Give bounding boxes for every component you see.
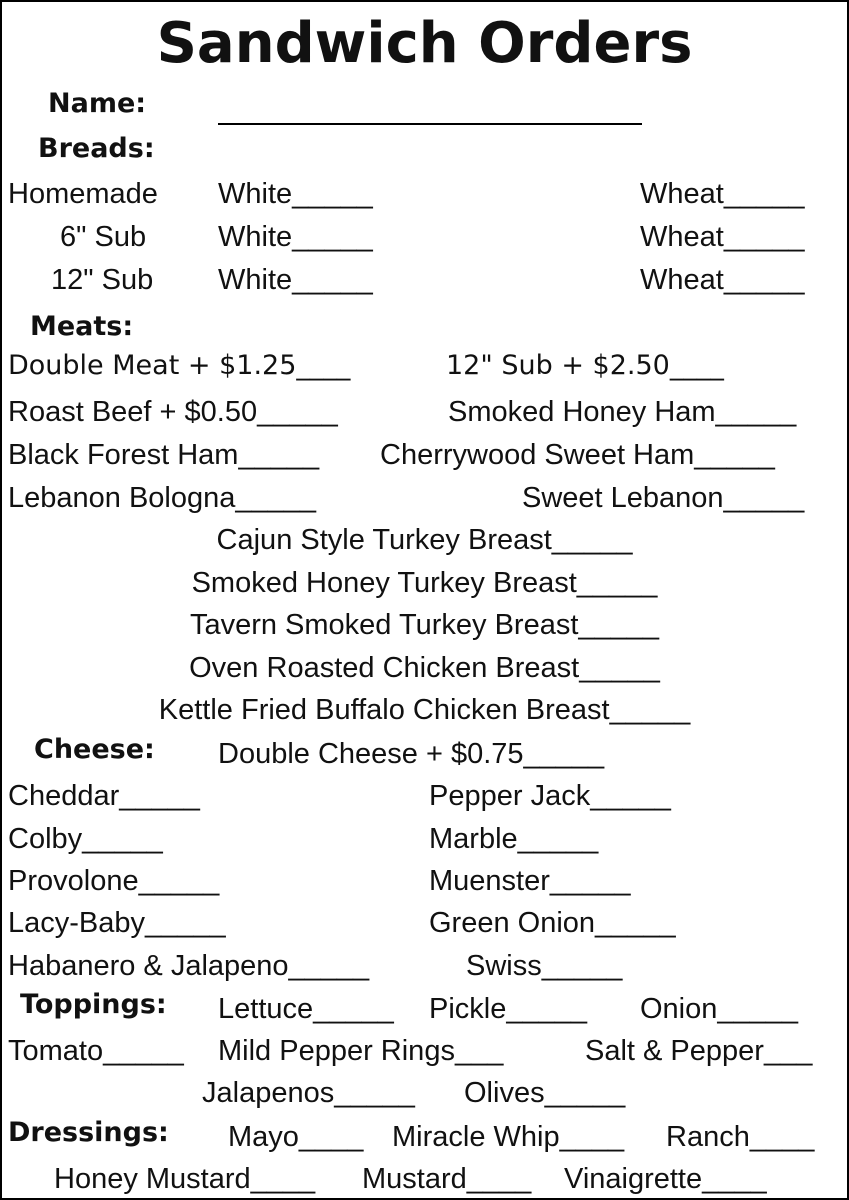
dressing-miracle-whip[interactable]: Miracle Whip____ — [392, 1121, 625, 1153]
sub-12-upgrade-option[interactable]: 12" Sub + $2.50____ — [446, 350, 724, 381]
dressings-heading: Dressings: — [8, 1117, 169, 1148]
meats-heading: Meats: — [30, 311, 134, 342]
topping-pickle[interactable]: Pickle_____ — [429, 993, 587, 1025]
dressing-ranch[interactable]: Ranch____ — [666, 1121, 815, 1153]
topping-onion[interactable]: Onion_____ — [640, 993, 799, 1025]
meat-buffalo-chicken[interactable]: Kettle Fried Buffalo Chicken Breast_____ — [158, 694, 691, 726]
cheese-pepper-jack[interactable]: Pepper Jack_____ — [429, 780, 671, 812]
bread-6-sub-wheat[interactable]: Wheat_____ — [640, 221, 805, 253]
meat-smoked-honey-turkey[interactable]: Smoked Honey Turkey Breast_____ — [191, 567, 658, 599]
dressing-mustard[interactable]: Mustard____ — [362, 1163, 532, 1195]
dressing-honey-mustard[interactable]: Honey Mustard____ — [54, 1163, 316, 1195]
bread-homemade-wheat[interactable]: Wheat_____ — [640, 178, 805, 210]
bread-12-sub-wheat[interactable]: Wheat_____ — [640, 264, 805, 296]
cheese-habanero-jalapeno[interactable]: Habanero & Jalapeno_____ — [8, 950, 370, 982]
cheese-provolone[interactable]: Provolone_____ — [8, 865, 220, 897]
topping-lettuce[interactable]: Lettuce_____ — [218, 993, 394, 1025]
topping-olives[interactable]: Olives_____ — [464, 1077, 626, 1109]
topping-salt-pepper[interactable]: Salt & Pepper___ — [585, 1035, 813, 1067]
breads-heading: Breads: — [38, 133, 155, 164]
name-label: Name: — [48, 88, 147, 119]
cheese-lacy-baby[interactable]: Lacy-Baby_____ — [8, 907, 226, 939]
bread-size-12-sub: 12" Sub — [51, 264, 154, 296]
cheese-cheddar[interactable]: Cheddar_____ — [8, 780, 200, 812]
topping-jalapenos[interactable]: Jalapenos_____ — [202, 1077, 415, 1109]
meat-oven-roasted-chicken[interactable]: Oven Roasted Chicken Breast_____ — [189, 652, 660, 684]
meat-roast-beef[interactable]: Roast Beef + $0.50_____ — [8, 396, 338, 428]
bread-homemade-white[interactable]: White_____ — [218, 178, 373, 210]
cheese-marble[interactable]: Marble_____ — [429, 823, 599, 855]
meat-tavern-smoked-turkey[interactable]: Tavern Smoked Turkey Breast_____ — [189, 609, 660, 641]
cheese-green-onion[interactable]: Green Onion_____ — [429, 907, 676, 939]
cheese-colby[interactable]: Colby_____ — [8, 823, 163, 855]
meat-black-forest-ham[interactable]: Black Forest Ham_____ — [8, 439, 320, 471]
toppings-heading: Toppings: — [20, 989, 167, 1020]
meat-cherrywood-sweet-ham[interactable]: Cherrywood Sweet Ham_____ — [380, 439, 775, 471]
topping-mild-pepper-rings[interactable]: Mild Pepper Rings___ — [218, 1035, 504, 1067]
bread-12-sub-white[interactable]: White_____ — [218, 264, 373, 296]
double-meat-option[interactable]: Double Meat + $1.25____ — [8, 350, 351, 381]
meat-smoked-honey-ham[interactable]: Smoked Honey Ham_____ — [448, 396, 797, 428]
dressing-mayo[interactable]: Mayo____ — [228, 1121, 364, 1153]
bread-size-homemade: Homemade — [8, 178, 158, 210]
meat-lebanon-bologna[interactable]: Lebanon Bologna_____ — [8, 482, 317, 514]
topping-tomato[interactable]: Tomato_____ — [8, 1035, 184, 1067]
cheese-swiss[interactable]: Swiss_____ — [466, 950, 623, 982]
name-blank-line[interactable] — [218, 123, 642, 125]
dressing-vinaigrette[interactable]: Vinaigrette____ — [564, 1163, 767, 1195]
bread-size-6-sub: 6" Sub — [60, 221, 147, 253]
bread-6-sub-white[interactable]: White_____ — [218, 221, 373, 253]
cheese-heading: Cheese: — [34, 734, 155, 765]
cheese-muenster[interactable]: Muenster_____ — [429, 865, 631, 897]
double-cheese-option[interactable]: Double Cheese + $0.75_____ — [218, 738, 605, 770]
page-title: Sandwich Orders — [156, 11, 693, 76]
meat-sweet-lebanon[interactable]: Sweet Lebanon_____ — [522, 482, 805, 514]
meat-cajun-turkey[interactable]: Cajun Style Turkey Breast_____ — [216, 524, 633, 556]
